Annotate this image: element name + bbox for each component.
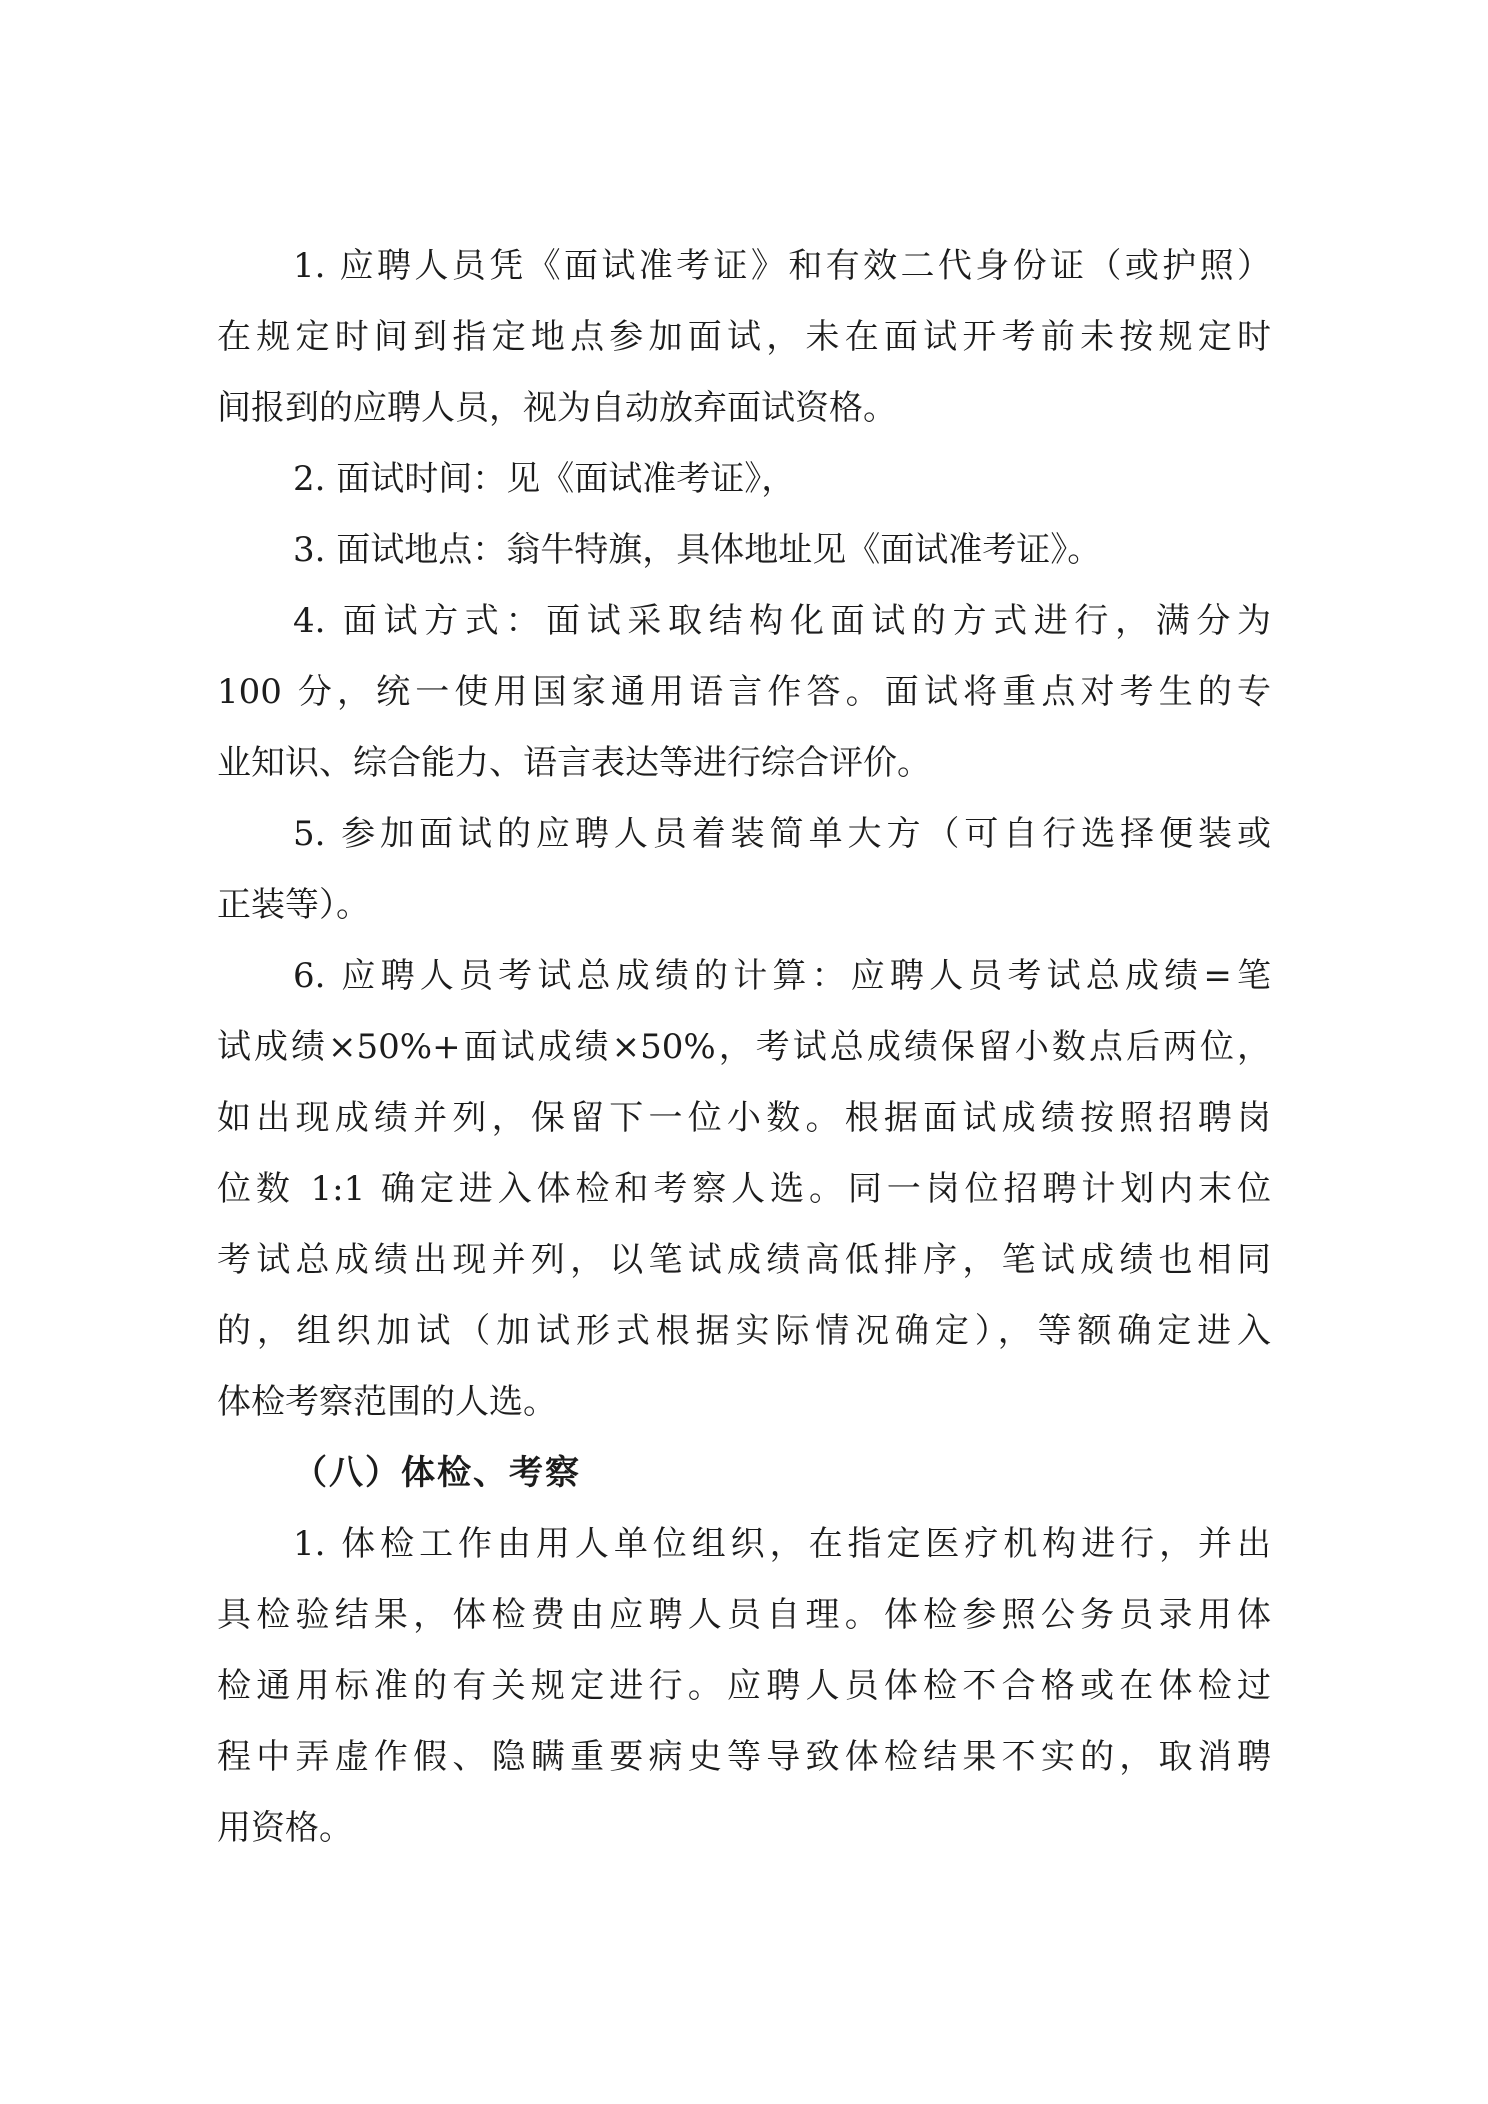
paragraph-1-line-1: 1. 应聘人员凭《面试准考证》和有效二代身份证（或护照） — [293, 246, 1271, 286]
paragraph-7-line-1: 1. 体检工作由用人单位组织，在指定医疗机构进行，并出 — [293, 1524, 1271, 1564]
paragraph-1-line-3: 间报到的应聘人员，视为自动放弃面试资格。 — [217, 388, 897, 428]
paragraph-6-line-2: 试成绩×50%+面试成绩×50%，考试总成绩保留小数点后两位， — [217, 1027, 1271, 1067]
paragraph-4-line-1: 4. 面试方式：面试采取结构化面试的方式进行，满分为 — [293, 601, 1271, 641]
paragraph-7-line-2: 具检验结果，体检费由应聘人员自理。体检参照公务员录用体 — [217, 1595, 1271, 1635]
paragraph-6-line-3: 如出现成绩并列，保留下一位小数。根据面试成绩按照招聘岗 — [217, 1098, 1271, 1138]
paragraph-6-line-7: 体检考察范围的人选。 — [217, 1382, 557, 1422]
paragraph-1-line-2: 在规定时间到指定地点参加面试，未在面试开考前未按规定时 — [217, 317, 1271, 357]
paragraph-5-line-2: 正装等）。 — [217, 885, 370, 925]
paragraph-4-line-3: 业知识、综合能力、语言表达等进行综合评价。 — [217, 743, 931, 783]
paragraph-3-line-1: 3. 面试地点：翁牛特旗，具体地址见《面试准考证》。 — [293, 530, 1102, 570]
paragraph-4-line-2: 100 分，统一使用国家通用语言作答。面试将重点对考生的专 — [217, 672, 1271, 712]
paragraph-6-line-5: 考试总成绩出现并列，以笔试成绩高低排序，笔试成绩也相同 — [217, 1240, 1271, 1280]
paragraph-6-line-1: 6. 应聘人员考试总成绩的计算：应聘人员考试总成绩=笔 — [293, 956, 1271, 996]
paragraph-7-line-3: 检通用标准的有关规定进行。应聘人员体检不合格或在体检过 — [217, 1666, 1271, 1706]
paragraph-6-line-6: 的，组织加试（加试形式根据实际情况确定），等额确定进入 — [217, 1311, 1271, 1351]
paragraph-7-line-5: 用资格。 — [217, 1808, 353, 1848]
paragraph-2-line-1: 2. 面试时间：见《面试准考证》， — [293, 459, 796, 499]
paragraph-6-line-4: 位数 1:1 确定进入体检和考察人选。同一岗位招聘计划内末位 — [217, 1169, 1271, 1209]
paragraph-5-line-1: 5. 参加面试的应聘人员着装简单大方（可自行选择便装或 — [293, 814, 1271, 854]
paragraph-7-line-4: 程中弄虚作假、隐瞒重要病史等导致体检结果不实的，取消聘 — [217, 1737, 1271, 1777]
section-heading: （八）体检、考察 — [293, 1453, 581, 1493]
document-body — [217, 231, 1271, 1864]
